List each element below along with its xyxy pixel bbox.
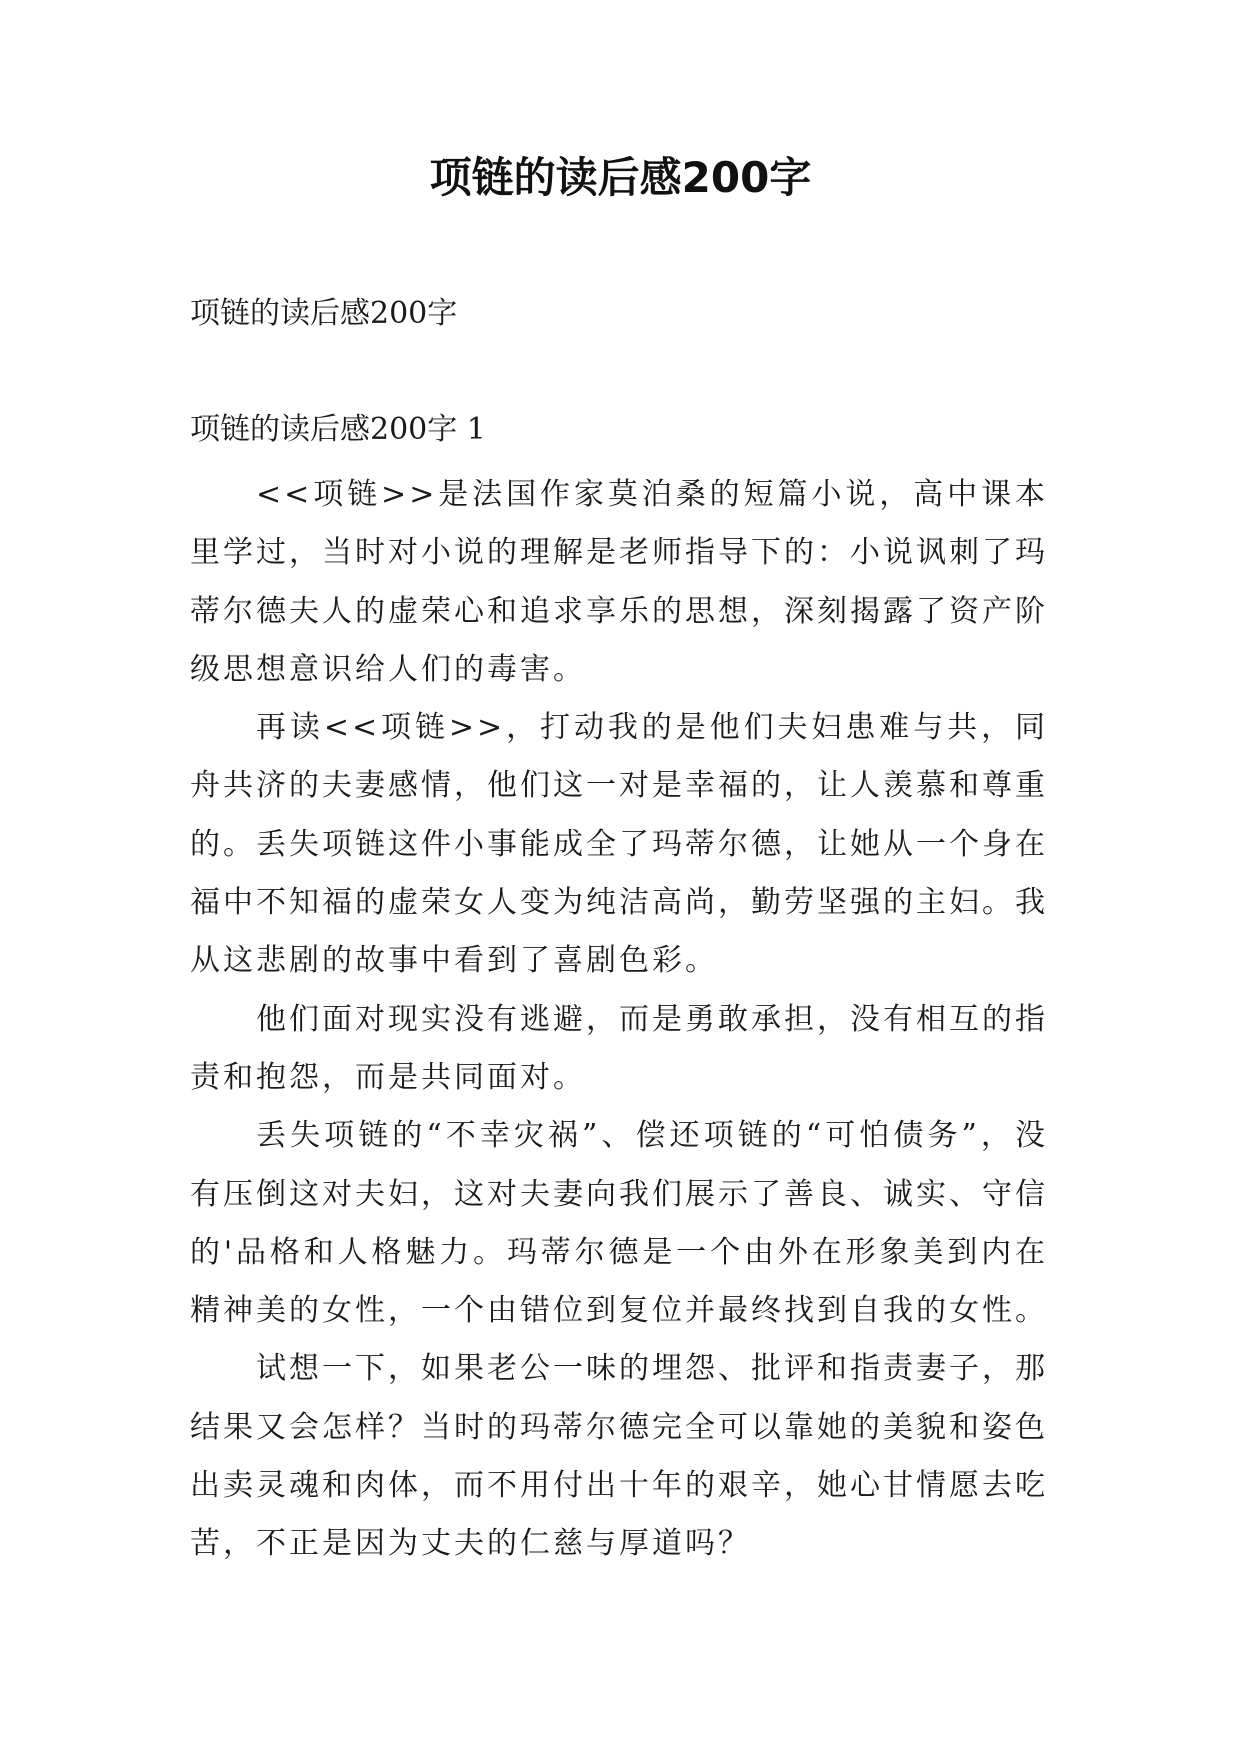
paragraph: 丢失项链的“不幸灾祸”、偿还项链的“可怕债务”，没有压倒这对夫妇，这对夫妻向我们展示了善良、诚实、守信的'品格和人格魅力。玛蒂尔德是一个由外在形象美到内在精神美的女性，一个由错位到复位并最终找到自我的女性。 [190,1118,1048,1329]
paragraph: <<项链>>是法国作家莫泊桑的短篇小说，高中课本里学过，当时对小说的理解是老师指导下的：小说讽刺了玛蒂尔德夫人的虚荣心和追求享乐的思想，深刻揭露了资产阶级思想意识给人们的毒害。 [190,477,1048,687]
body-text [190,466,1048,1574]
paragraph: 他们面对现实没有逃避，而是勇敢承担，没有相互的指责和抱怨，而是共同面对。 [190,1001,1048,1095]
paragraph: 试想一下，如果老公一味的埋怨、批评和指责妻子，那结果又会怎样？当时的玛蒂尔德完全可以靠她的美貌和姿色出卖灵魂和肉体，而不用付出十年的艰辛，她心甘情愿去吃苦，不正是因为丈夫的仁慈与厚道吗？ [190,1351,1048,1562]
paragraph: 再读<<项链>>，打动我的是他们夫妇患难与共，同舟共济的夫妻感情，他们这一对是幸福的，让人羡慕和尊重的。丢失项链这件小事能成全了玛蒂尔德，让她从一个身在福中不知福的虚荣女人变为纯洁高尚，勤劳坚强的主妇。我从这悲剧的故事中看到了喜剧色彩。 [190,710,1048,979]
document-subtitle: 项链的读后感200字 [190,296,458,331]
section-heading: 项链的读后感200字 1 [190,412,486,447]
document-title: 项链的读后感200字 [429,153,812,202]
